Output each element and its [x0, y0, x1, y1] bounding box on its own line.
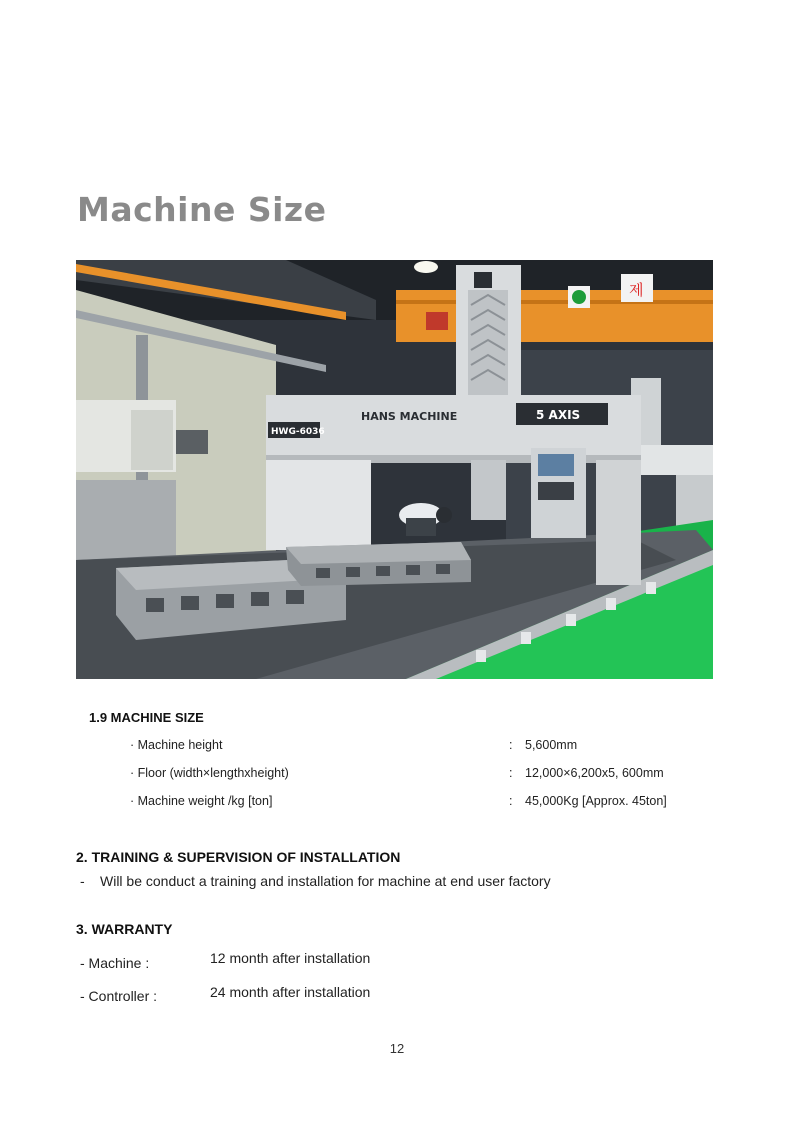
- spec-label: · Floor (width×lengthxheight): [130, 766, 289, 780]
- training-dash: -: [80, 873, 85, 889]
- spec-value: 5,600mm: [525, 738, 578, 752]
- machine-size-heading: 1.9 MACHINE SIZE: [89, 710, 204, 725]
- spec-colon: :: [509, 738, 513, 752]
- spec-label: · Machine weight /kg [ton]: [130, 794, 273, 808]
- warranty-label: - Machine :: [80, 955, 150, 971]
- ceiling-sign-text: 제: [629, 281, 644, 299]
- spec-colon: :: [509, 794, 513, 808]
- spec-value: 12,000×6,200x5, 600mm: [525, 766, 664, 780]
- machine-photo: [76, 260, 713, 679]
- warranty-value: 12 month after installation: [210, 950, 371, 966]
- page-number: 12: [389, 1041, 405, 1056]
- warranty-heading: 3. WARRANTY: [76, 921, 173, 937]
- page-title: Machine Size: [77, 190, 327, 229]
- spec-colon: :: [509, 766, 513, 780]
- model-plate-text: HWG-6036: [271, 427, 325, 437]
- training-heading: 2. TRAINING & SUPERVISION OF INSTALLATION: [76, 849, 401, 865]
- training-text: Will be conduct a training and installation for machine at end user factory: [100, 873, 551, 889]
- brand-banner-text: HANS MACHINE: [361, 410, 458, 423]
- spec-value: 45,000Kg [Approx. 45ton]: [525, 794, 667, 808]
- warranty-label: - Controller :: [80, 988, 158, 1004]
- warranty-value: 24 month after installation: [210, 984, 371, 1000]
- axis-badge-text: 5 AXIS: [536, 408, 581, 422]
- spec-label: · Machine height: [130, 738, 223, 752]
